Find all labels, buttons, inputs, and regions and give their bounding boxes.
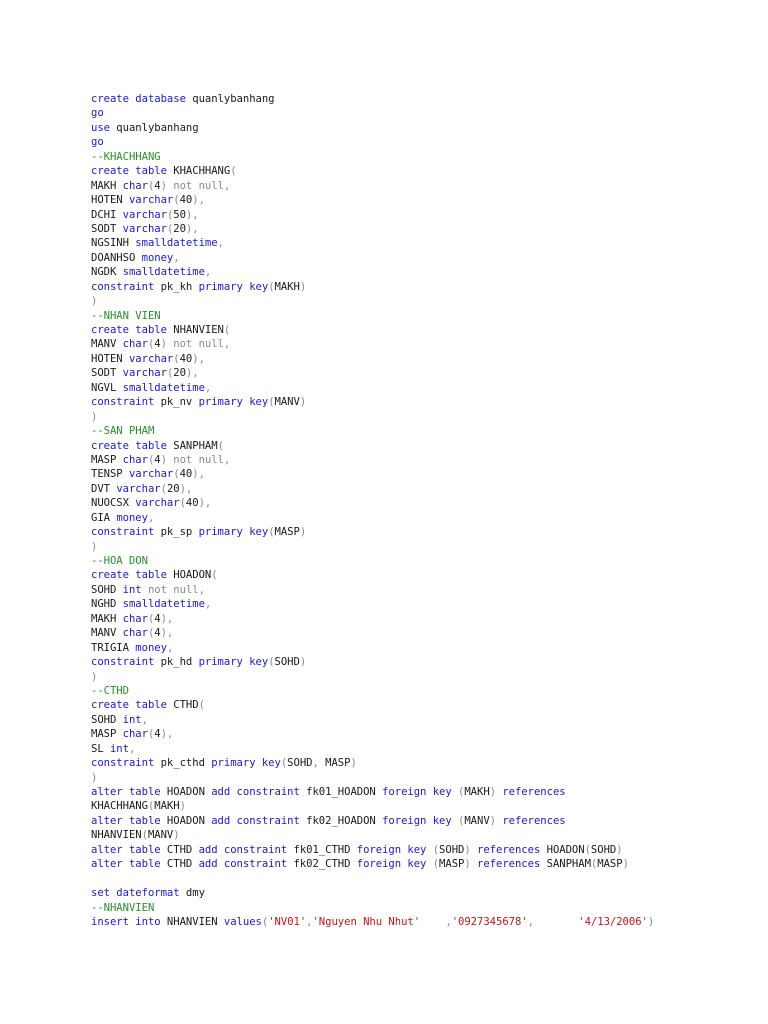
sql-identifier: MASP — [91, 453, 123, 466]
sql-punctuation: , — [141, 713, 148, 726]
sql-punctuation: ) — [616, 843, 623, 856]
sql-keyword: smalldatetime — [122, 266, 205, 279]
sql-punctuation: ) — [160, 179, 167, 192]
sql-punctuation: ), — [192, 352, 205, 365]
sql-keyword: set dateformat — [91, 887, 180, 900]
sql-identifier: MASP — [274, 526, 300, 539]
sql-identifier: fk01_CTHD — [287, 843, 357, 856]
code-line — [91, 511, 654, 525]
sql-punctuation: ) — [489, 814, 496, 827]
sql-punctuation: ( — [166, 367, 174, 380]
sql-punctuation: ), — [160, 627, 174, 640]
code-line — [91, 886, 654, 900]
sql-keyword: money — [116, 511, 148, 524]
sql-keyword: foreign key — [356, 858, 427, 871]
sql-keyword: varchar — [128, 194, 174, 207]
sql-punctuation: ) — [173, 829, 180, 842]
code-line — [91, 785, 654, 799]
sql-punctuation: ( — [173, 194, 180, 207]
code-line — [91, 135, 654, 149]
sql-punctuation: ) — [464, 858, 471, 871]
code-line — [91, 121, 654, 135]
sql-keyword: smalldatetime — [135, 237, 218, 250]
sql-punctuation: ) — [350, 757, 357, 770]
sql-punctuation: ) — [91, 410, 98, 423]
sql-keyword: varchar — [122, 222, 167, 235]
sql-identifier: 50 — [173, 208, 186, 221]
sql-punctuation: ( — [268, 396, 275, 409]
sql-identifier: HOTEN — [91, 352, 129, 365]
code-line — [91, 597, 654, 611]
code-line — [91, 540, 654, 554]
sql-identifier: MAKH — [464, 786, 490, 798]
sql-punctuation: ( — [268, 656, 275, 669]
sql-punctuation: ( — [280, 757, 288, 770]
sql-punctuation: ) — [179, 800, 186, 813]
sql-keyword: foreign key — [356, 843, 427, 856]
code-line — [91, 915, 654, 929]
sql-keyword: foreign key — [382, 786, 452, 798]
sql-keyword: int — [109, 742, 129, 755]
sql-identifier: pk_hd — [154, 656, 199, 669]
sql-punctuation: ( — [268, 280, 275, 293]
sql-punctuation: ), — [185, 222, 199, 235]
sql-keyword: go — [91, 107, 104, 120]
code-line — [91, 857, 654, 871]
code-line — [91, 843, 654, 857]
sql-identifier: SOHD — [590, 843, 617, 856]
sql-keyword: references — [502, 814, 566, 827]
sql-punctuation: ( — [141, 829, 148, 842]
code-line — [91, 583, 654, 597]
sql-keyword: int — [122, 583, 142, 596]
sql-identifier: pk_kh — [154, 280, 199, 293]
sql-keyword: create table — [91, 324, 167, 336]
sql-identifier: quanlybanhang — [109, 121, 199, 134]
sql-string: '4/13/2006' — [578, 915, 648, 928]
code-line — [91, 756, 654, 770]
sql-punctuation: ( — [166, 222, 174, 235]
sql-identifier: 4 — [154, 179, 161, 192]
code-line — [91, 814, 654, 828]
sql-identifier: MASP — [91, 728, 123, 741]
sql-identifier: TRIGIA — [91, 641, 136, 654]
sql-punctuation: ( — [147, 612, 155, 625]
code-line — [91, 453, 654, 467]
sql-identifier: MANV — [274, 396, 300, 409]
code-line — [91, 612, 654, 626]
sql-identifier: MANV — [91, 338, 123, 351]
sql-punctuation: ) — [91, 540, 98, 553]
sql-identifier: 4 — [154, 627, 161, 640]
sql-comment: --NHANVIEN — [91, 901, 155, 914]
sql-keyword: char — [122, 338, 148, 351]
sql-keyword: char — [122, 179, 148, 192]
sql-comment: --NHAN VIEN — [91, 309, 161, 322]
sql-punctuation: , — [204, 266, 212, 279]
sql-string: '0927345678' — [451, 915, 528, 928]
sql-punctuation: ( — [230, 165, 237, 178]
sql-keyword: primary key — [198, 396, 269, 409]
sql-punctuation: ) — [160, 338, 167, 351]
sql-identifier: MAKH — [154, 800, 180, 813]
sql-punctuation: ) — [464, 843, 471, 856]
sql-identifier: KHACHHANG — [166, 165, 231, 178]
sql-identifier: NGDK — [91, 266, 123, 279]
sql-punctuation: ), — [160, 612, 174, 625]
code-line — [91, 771, 654, 785]
sql-keyword: char — [122, 728, 148, 741]
sql-punctuation: ( — [147, 728, 155, 741]
sql-punctuation: ), — [198, 497, 212, 510]
sql-keyword: alter table — [91, 858, 161, 871]
sql-identifier: 20 — [173, 222, 186, 235]
code-line — [91, 670, 654, 684]
sql-identifier: fk02_HOADON — [299, 814, 383, 827]
code-line — [91, 828, 654, 842]
sql-punctuation: , — [306, 915, 313, 928]
sql-punctuation: , — [204, 598, 212, 611]
code-line — [91, 410, 654, 424]
sql-punctuation: , — [166, 641, 174, 654]
sql-identifier: SODT — [91, 222, 123, 235]
sql-punctuation: ( — [432, 843, 440, 856]
code-line — [91, 366, 654, 380]
code-line — [91, 467, 654, 481]
sql-punctuation: , — [204, 381, 212, 394]
sql-keyword: add constraint — [211, 814, 300, 827]
sql-identifier: KHACHHANG — [91, 800, 148, 813]
sql-punctuation: ) — [299, 280, 307, 293]
sql-punctuation: ) — [622, 858, 629, 871]
code-line — [91, 684, 654, 698]
sql-identifier: fk02_CTHD — [287, 858, 357, 871]
sql-punctuation: ( — [268, 526, 275, 539]
sql-identifier: DCHI — [91, 208, 123, 221]
code-line — [91, 381, 654, 395]
sql-identifier: 4 — [154, 728, 161, 741]
sql-punctuation: , — [198, 583, 205, 596]
code-line — [91, 655, 654, 669]
sql-punctuation: , — [128, 742, 136, 755]
sql-identifier: NHANVIEN — [166, 324, 224, 336]
code-line — [91, 626, 654, 640]
sql-punctuation: , — [527, 915, 534, 928]
sql-identifier: MANV — [147, 829, 174, 842]
sql-identifier: MAKH — [91, 179, 123, 192]
sql-identifier: quanlybanhang — [185, 93, 275, 105]
sql-identifier — [420, 916, 445, 928]
sql-punctuation: ), — [160, 728, 174, 741]
sql-keyword: references — [477, 843, 541, 856]
code-line — [91, 439, 654, 453]
sql-identifier: GIA — [91, 511, 117, 524]
code-line — [91, 280, 654, 294]
sql-keyword: values — [223, 915, 262, 928]
sql-punctuation: ), — [185, 208, 199, 221]
sql-identifier: dmy — [179, 887, 205, 900]
code-line — [91, 164, 654, 178]
sql-identifier: MAKH — [91, 612, 123, 625]
sql-punctuation: , — [173, 251, 180, 264]
code-line — [91, 727, 654, 741]
sql-keyword: primary key — [198, 656, 269, 669]
sql-identifier: SOHD — [274, 656, 300, 669]
sql-identifier: 4 — [154, 338, 161, 351]
code-line — [91, 208, 654, 222]
sql-punctuation: ( — [590, 858, 598, 871]
sql-keyword: varchar — [128, 468, 174, 481]
sql-keyword: create database — [91, 93, 186, 105]
sql-punctuation: ) — [91, 771, 98, 784]
sql-identifier: SODT — [91, 367, 123, 380]
sql-keyword: primary key — [198, 280, 269, 293]
sql-keyword: money — [141, 251, 174, 264]
sql-keyword: constraint — [91, 656, 155, 669]
sql-identifier: 4 — [154, 453, 161, 466]
sql-punctuation: ( — [179, 497, 186, 510]
sql-punctuation: ( — [173, 352, 180, 365]
sql-punctuation: ) — [489, 786, 496, 798]
sql-punctuation: ), — [185, 367, 199, 380]
code-line — [91, 236, 654, 250]
sql-identifier: CTHD — [160, 858, 199, 871]
sql-identifier: 20 — [166, 482, 180, 495]
code-line — [91, 482, 654, 496]
sql-punctuation: ), — [192, 194, 205, 207]
sql-keyword: alter table — [91, 786, 161, 798]
sql-punctuation: ) — [299, 526, 307, 539]
sql-identifier — [534, 916, 578, 928]
sql-comment: --CTHD — [91, 684, 129, 697]
sql-punctuation: , — [223, 453, 231, 466]
sql-identifier: MANV — [464, 814, 490, 827]
sql-identifier: CTHD — [160, 843, 199, 856]
sql-identifier: SOHD — [91, 713, 123, 726]
sql-keyword: add constraint — [211, 786, 300, 798]
sql-identifier: HOADON — [160, 786, 212, 798]
sql-comment: --HOA DON — [91, 555, 148, 567]
sql-punctuation: ( — [432, 858, 440, 871]
sql-identifier: TENSP — [91, 468, 129, 481]
sql-identifier: 40 — [185, 497, 199, 510]
sql-identifier: HOTEN — [91, 194, 129, 207]
code-line — [91, 496, 654, 510]
sql-keyword: varchar — [122, 208, 167, 221]
sql-identifier: 20 — [173, 367, 186, 380]
sql-keyword: constraint — [91, 280, 155, 293]
sql-punctuation: ( — [147, 453, 155, 466]
sql-keyword: constraint — [91, 396, 155, 409]
code-line — [91, 713, 654, 727]
sql-identifier: MAKH — [274, 280, 300, 293]
code-line — [91, 698, 654, 712]
code-line — [91, 294, 654, 308]
sql-identifier: pk_sp — [154, 526, 199, 539]
sql-punctuation: , — [445, 915, 452, 928]
sql-keyword: references — [477, 858, 541, 871]
sql-punctuation: ( — [173, 468, 180, 481]
sql-punctuation: ( — [160, 482, 167, 495]
sql-identifier: SL — [91, 742, 110, 755]
sql-punctuation: ) — [299, 396, 307, 409]
sql-punctuation: , — [217, 237, 224, 250]
sql-punctuation: ) — [160, 453, 167, 466]
sql-identifier: 40 — [179, 352, 193, 365]
sql-punctuation: ( — [147, 179, 155, 192]
sql-punctuation: ) — [91, 670, 98, 683]
sql-identifier: NHANVIEN — [160, 915, 224, 928]
sql-punctuation: ( — [584, 843, 591, 856]
sql-keyword: char — [122, 612, 148, 625]
sql-keyword: primary key — [198, 526, 269, 539]
sql-keyword: varchar — [116, 482, 161, 495]
sql-identifier: DOANHSO — [91, 251, 142, 264]
sql-keyword: create table — [91, 439, 167, 452]
sql-modifier: not null — [166, 338, 224, 351]
sql-identifier: MASP — [597, 858, 623, 871]
sql-keyword: alter table — [91, 814, 161, 827]
code-line — [91, 309, 654, 323]
sql-keyword: int — [122, 713, 142, 726]
sql-punctuation: ( — [458, 814, 465, 827]
sql-identifier: 4 — [154, 612, 161, 625]
sql-keyword: add constraint — [198, 843, 288, 856]
sql-keyword: add constraint — [198, 858, 288, 871]
sql-identifier: NGHD — [91, 598, 123, 611]
sql-keyword: create table — [91, 165, 167, 178]
sql-identifier: 40 — [179, 194, 193, 207]
sql-punctuation: ( — [198, 699, 205, 712]
sql-identifier: DVT — [91, 482, 117, 495]
code-line — [91, 352, 654, 366]
sql-keyword: money — [135, 641, 167, 654]
sql-identifier: HOADON — [166, 569, 212, 582]
sql-keyword: varchar — [135, 497, 180, 510]
code-line — [91, 799, 654, 813]
sql-comment: --KHACHHANG — [91, 150, 161, 163]
code-line — [91, 568, 654, 582]
sql-identifier: NUOCSX — [91, 497, 136, 510]
sql-keyword: smalldatetime — [122, 598, 205, 611]
sql-punctuation: ) — [299, 656, 307, 669]
code-line — [91, 251, 654, 265]
sql-modifier: not null — [141, 583, 199, 596]
code-line — [91, 150, 654, 164]
sql-punctuation: ), — [179, 482, 193, 495]
sql-punctuation: ( — [261, 915, 269, 928]
sql-punctuation: , — [312, 757, 319, 770]
sql-identifier: pk_cthd — [154, 757, 212, 770]
sql-keyword: foreign key — [382, 814, 452, 827]
sql-punctuation: ( — [166, 208, 174, 221]
sql-keyword: primary key — [211, 757, 281, 770]
sql-keyword: insert into — [91, 915, 161, 928]
sql-identifier: SOHD — [287, 757, 313, 770]
sql-identifier: HOADON — [160, 814, 212, 827]
sql-keyword: alter table — [91, 843, 161, 856]
sql-modifier: not null — [166, 453, 224, 466]
sql-identifier: SOHD — [91, 583, 123, 596]
sql-identifier: MANV — [91, 627, 123, 640]
sql-keyword: references — [502, 786, 566, 798]
code-line — [91, 106, 654, 120]
sql-keyword: create table — [91, 699, 167, 712]
sql-punctuation: ( — [147, 338, 155, 351]
sql-punctuation: ( — [211, 569, 218, 582]
sql-identifier: HOADON — [540, 843, 585, 856]
code-line — [91, 92, 654, 106]
sql-punctuation: ) — [91, 295, 98, 308]
sql-identifier: MASP — [318, 757, 351, 770]
sql-string: 'Nguyen Nhu Nhut' — [312, 915, 421, 928]
sql-keyword: varchar — [122, 367, 167, 380]
sql-code-block — [91, 92, 654, 929]
code-line — [91, 554, 654, 568]
code-line — [91, 901, 654, 915]
sql-identifier: NHANVIEN — [91, 829, 142, 842]
sql-keyword: varchar — [128, 352, 174, 365]
sql-identifier: SANPHAM — [540, 858, 591, 871]
sql-keyword: use — [91, 121, 110, 134]
code-line — [91, 395, 654, 409]
sql-identifier: pk_nv — [154, 396, 199, 409]
sql-punctuation: ) — [647, 915, 655, 928]
sql-keyword: constraint — [91, 757, 155, 770]
sql-identifier: 40 — [179, 468, 193, 481]
code-line — [91, 742, 654, 756]
sql-keyword: char — [122, 453, 148, 466]
code-line — [91, 179, 654, 193]
sql-keyword: smalldatetime — [122, 381, 205, 394]
code-line — [91, 337, 654, 351]
sql-punctuation: ( — [147, 800, 155, 813]
sql-identifier: MASP — [439, 858, 465, 871]
sql-keyword: go — [91, 136, 104, 149]
sql-identifier: NGSINH — [91, 237, 136, 250]
code-line — [91, 424, 654, 438]
code-line — [91, 222, 654, 236]
sql-punctuation: ( — [217, 439, 224, 452]
sql-keyword: create table — [91, 569, 167, 582]
sql-string: 'NV01' — [268, 915, 307, 928]
sql-punctuation: , — [223, 338, 231, 351]
sql-identifier: CTHD — [166, 699, 199, 712]
sql-keyword: constraint — [91, 526, 155, 539]
sql-identifier: NGVL — [91, 381, 123, 394]
sql-punctuation: ( — [223, 324, 231, 336]
code-line — [91, 323, 654, 337]
sql-punctuation: ), — [192, 468, 205, 481]
sql-modifier: not null — [166, 179, 224, 192]
sql-identifier: SANPHAM — [166, 439, 218, 452]
sql-punctuation: ( — [147, 627, 155, 640]
sql-punctuation: , — [223, 179, 231, 192]
sql-punctuation: , — [147, 511, 155, 524]
sql-punctuation: ( — [458, 786, 465, 798]
code-line — [91, 193, 654, 207]
code-line — [91, 872, 654, 886]
sql-identifier: SOHD — [439, 843, 465, 856]
code-line — [91, 525, 654, 539]
sql-comment: --SAN PHAM — [91, 425, 155, 438]
code-line — [91, 265, 654, 279]
code-line — [91, 641, 654, 655]
sql-keyword: char — [122, 627, 148, 640]
sql-identifier: fk01_HOADON — [299, 786, 383, 798]
